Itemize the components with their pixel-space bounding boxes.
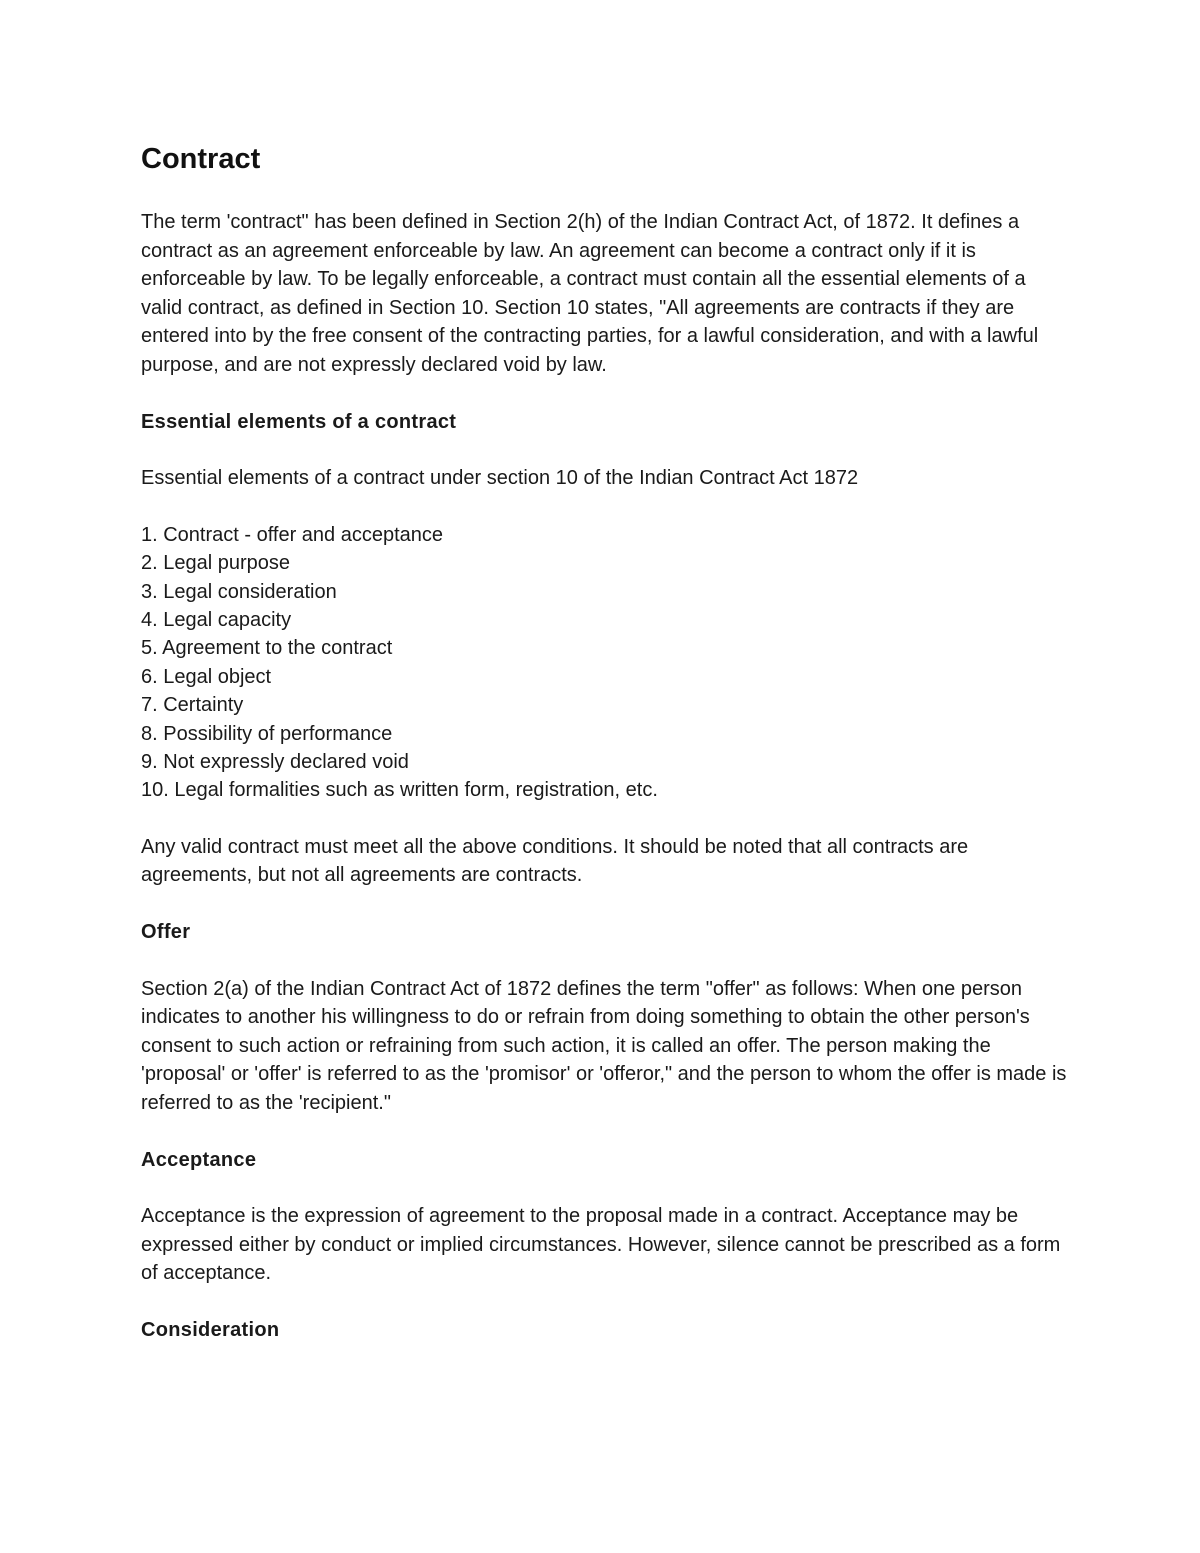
consideration-heading: Consideration [141, 1318, 280, 1341]
list-item: 8. Possibility of performance [141, 722, 393, 745]
intro-paragraph: The term 'contract" has been defined in Section 2(h) of the Indian Contract Act, of 1872. It defines a contract as an agreement enforceable by law. An agreement can become a contract only if it is enforceable by law. To be legally enforceable, a contract must contain all the essential elements of a valid contract, as defined in Section 10. Section 10 states, "All agreements are contracts if they are entered into by the free consent of the contracting parties, for a lawful consideration, and with a lawful purpose, and are not expressly declared void by law. [141, 211, 1039, 376]
offer-paragraph: Section 2(a) of the Indian Contract Act of 1872 defines the term "offer" as follows: When one person indicates to another his willingness to do or refrain from doing something to obtain the other person's consent to such action or refraining from such action, it is called an offer. The person making the 'proposal' or 'offer' is referred to as the 'promisor' or 'offeror," and the person to whom the offer is made is referred to as the 'recipient." [141, 977, 1067, 1114]
essential-elements-heading: Essential elements of a contract [141, 410, 457, 433]
list-item: 9. Not expressly declared void [141, 751, 409, 773]
list-item: 5. Agreement to the contract [141, 637, 393, 660]
list-item: 1. Contract - offer and acceptance [141, 523, 444, 546]
acceptance-paragraph: Acceptance is the expression of agreement to the proposal made in a contract. Acceptance may be expressed either by conduct or implied circumstances. However, silence cannot be prescribed as a form of acceptance. [141, 1205, 1061, 1285]
offer-heading: Offer [141, 921, 191, 943]
essential-elements-list [141, 521, 1071, 805]
list-item: 6. Legal object [141, 665, 272, 688]
document-title: Contract [141, 143, 261, 175]
list-item: 3. Legal consideration [141, 580, 337, 603]
essential-elements-conclusion: Any valid contract must meet all the above conditions. It should be noted that all contracts are agreements, but not all agreements are contracts. [141, 835, 969, 887]
document-page [141, 140, 1071, 1373]
list-item: 4. Legal capacity [141, 608, 292, 631]
list-item: 2. Legal purpose [141, 552, 291, 575]
list-item: 7. Certainty [141, 694, 244, 717]
essential-elements-intro: Essential elements of a contract under section 10 of the Indian Contract Act 1872 [141, 467, 859, 490]
list-item: 10. Legal formalities such as written form, registration, etc. [141, 779, 658, 802]
acceptance-heading: Acceptance [141, 1148, 257, 1171]
